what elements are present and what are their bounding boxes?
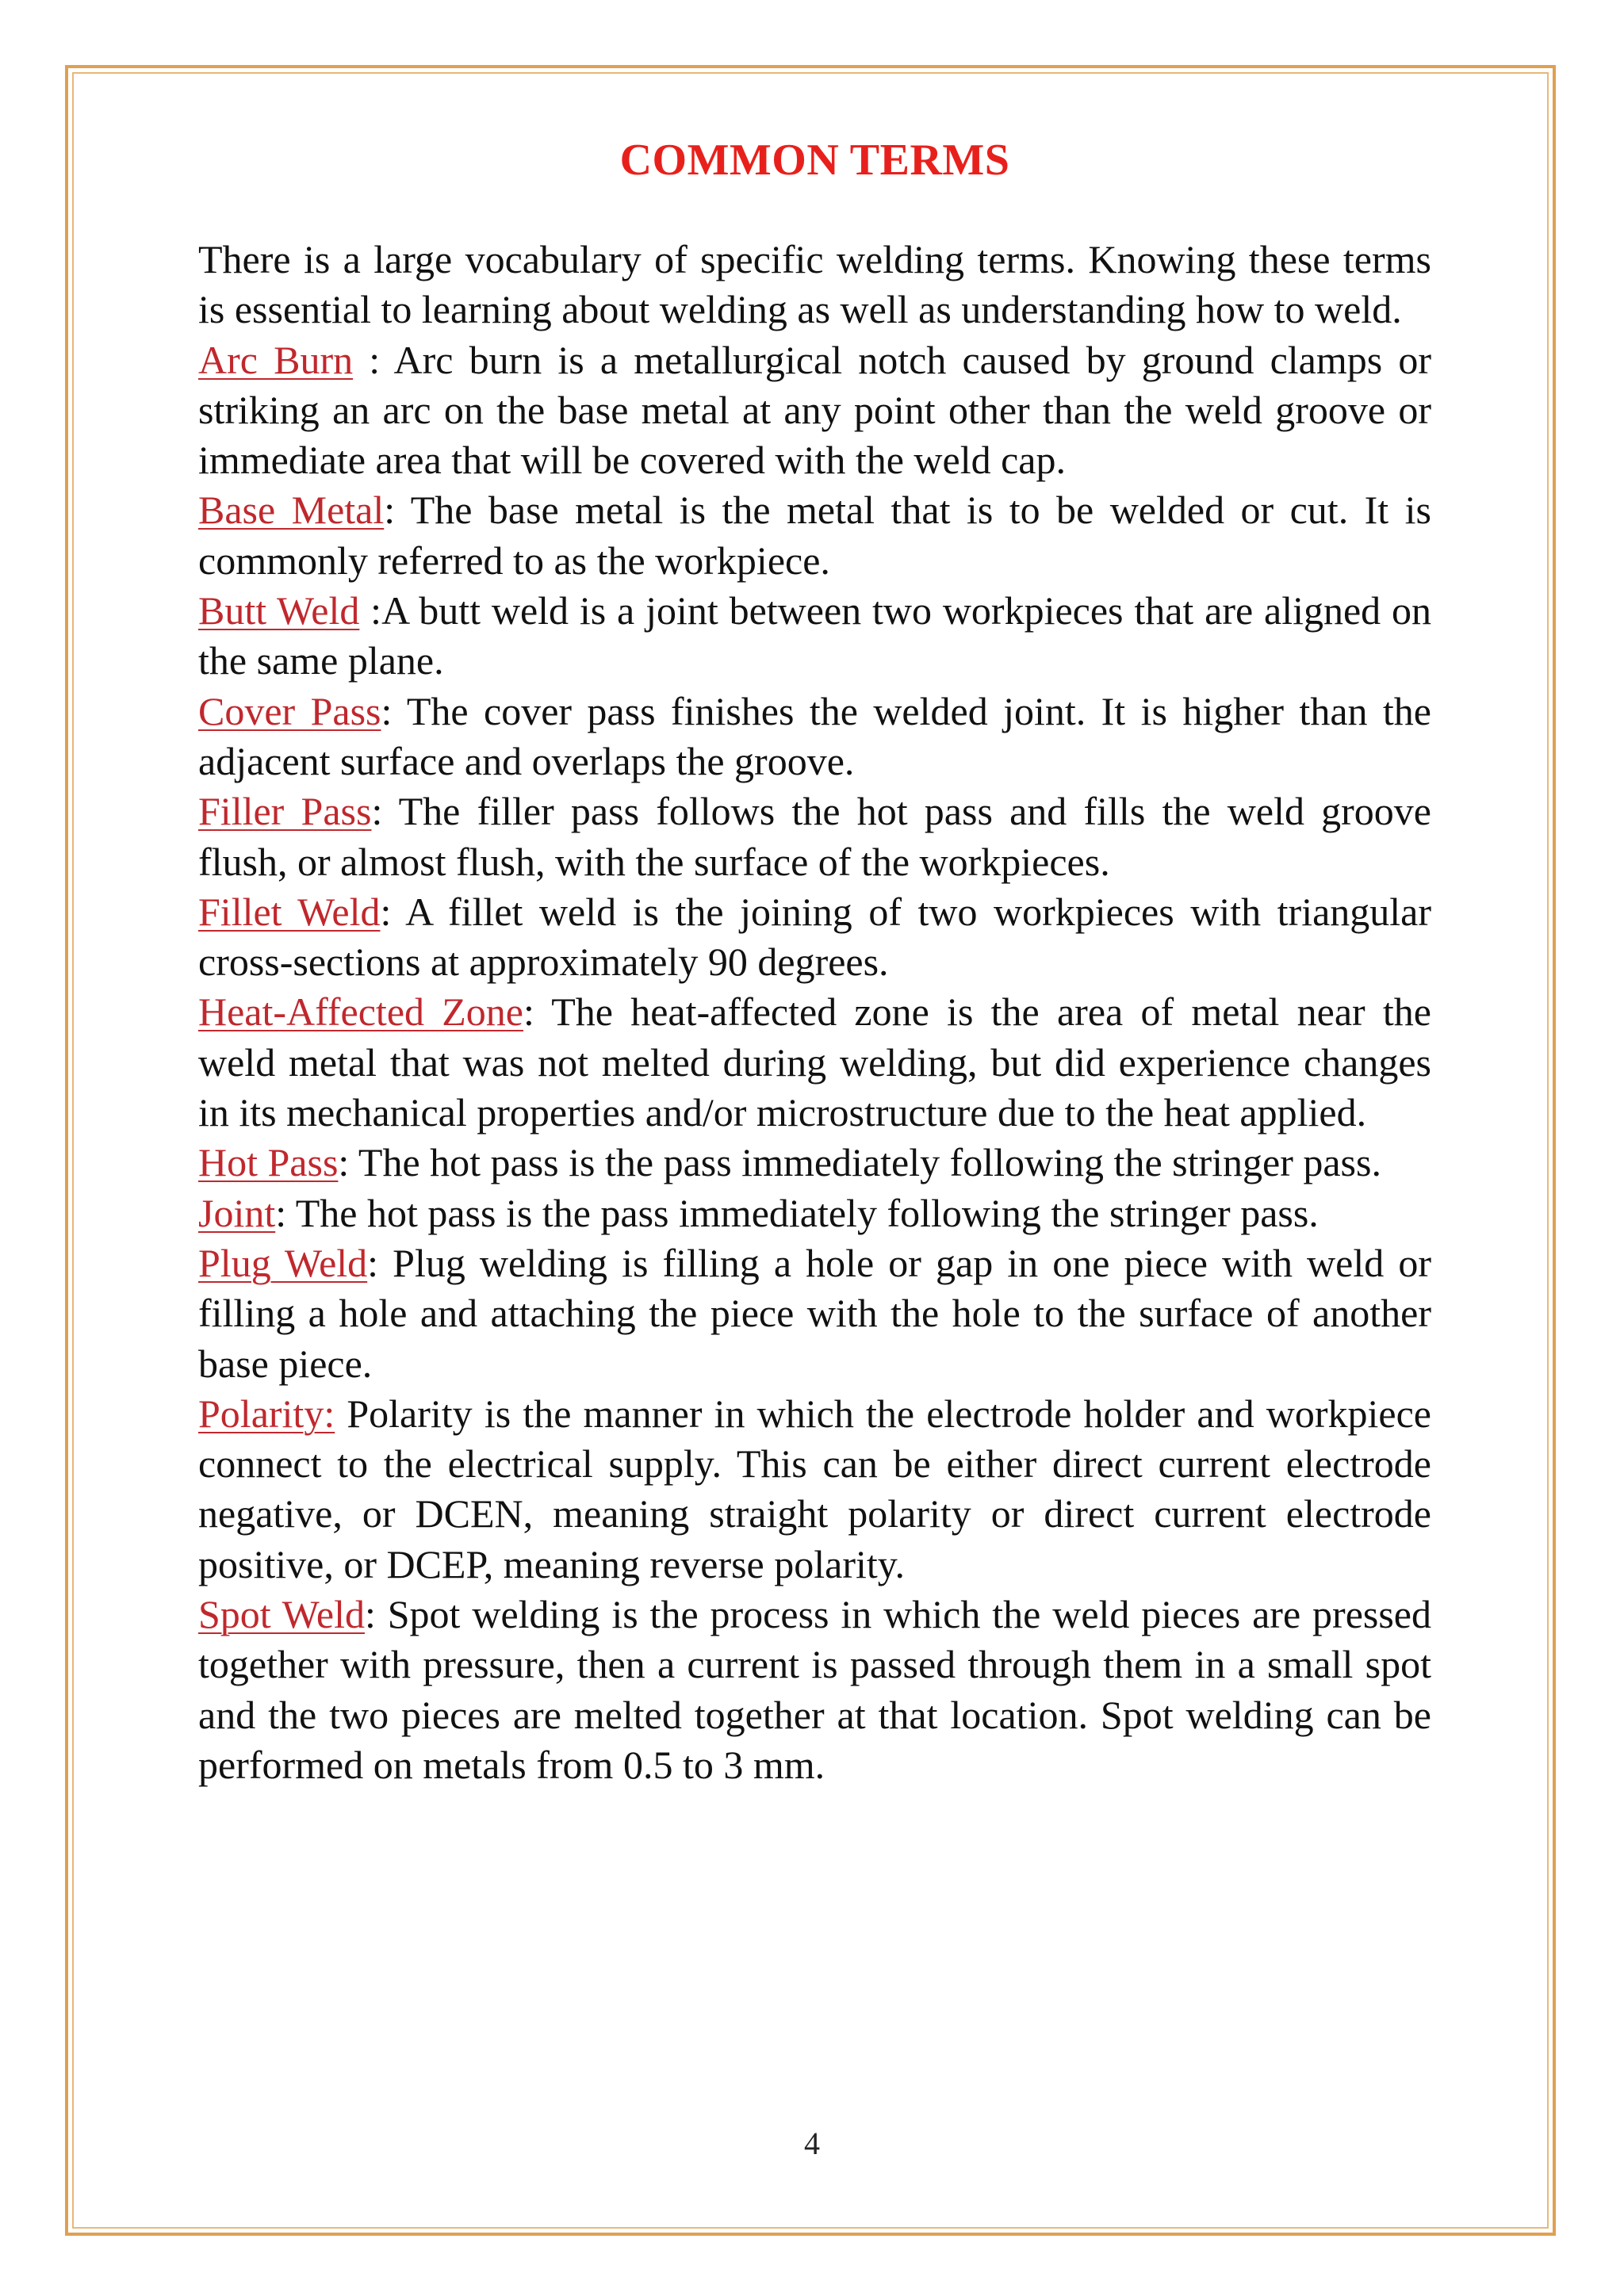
term-polarity: Polarity:	[198, 1391, 335, 1436]
definition-cover-pass: : The cover pass finishes the welded joint. It is higher than the adjacent surface and overlaps the groove.	[198, 688, 1431, 783]
definition-hot-pass: : The hot pass is the pass immediately following the stringer pass.	[338, 1140, 1381, 1185]
term-fillet-weld: Fillet Weld	[198, 889, 381, 934]
glossary-entry-butt-weld	[198, 586, 1431, 687]
term-arc-burn: Arc Burn	[198, 337, 354, 382]
glossary-entry-plug-weld	[198, 1238, 1431, 1389]
definition-base-metal: : The base metal is the metal that is to be welded or cut. It is commonly referred to as the workpiece.	[198, 488, 1431, 583]
term-spot-weld: Spot Weld	[198, 1592, 365, 1637]
term-hot-pass: Hot Pass	[198, 1140, 339, 1185]
definition-arc-burn: : Arc burn is a metallurgical notch caused by ground clamps or striking an arc on the base metal at any point other than the weld groove or immediate area that will be covered with the weld cap.	[198, 337, 1431, 483]
definition-spot-weld: : Spot welding is the process in which the weld pieces are pressed together with pressure, then a current is passed through them in a small spot and the two pieces are melted together at that location. Spot welding can be performed on metals from 0.5 to 3 mm.	[198, 1592, 1431, 1787]
glossary-entry-fillet-weld	[198, 887, 1431, 988]
glossary-entry-heat-affected-zone	[198, 987, 1431, 1138]
term-filler-pass: Filler Pass	[198, 789, 372, 834]
term-butt-weld: Butt Weld	[198, 588, 360, 633]
document-body	[198, 127, 1431, 1790]
definition-butt-weld: :A butt weld is a joint between two workpieces that are aligned on the same plane.	[198, 588, 1431, 683]
definition-joint: : The hot pass is the pass immediately following the stringer pass.	[275, 1190, 1319, 1235]
page-number: 4	[804, 2126, 820, 2161]
definition-polarity: Polarity is the manner in which the electrode holder and workpiece connect to the electrical supply. This can be either direct current electrode negative, or DCEN, meaning straight polarity or direct current electrode positive, or DCEP, meaning reverse polarity.	[198, 1391, 1431, 1586]
definition-filler-pass: : The filler pass follows the hot pass and fills the weld groove flush, or almost flush, with the surface of the workpieces.	[198, 789, 1431, 884]
glossary-list	[198, 335, 1431, 1791]
glossary-entry-spot-weld	[198, 1590, 1431, 1790]
definition-plug-weld: : Plug welding is filling a hole or gap in one piece with weld or filling a hole and attaching the piece with the hole to the surface of another base piece.	[198, 1240, 1431, 1386]
glossary-entry-joint	[198, 1188, 1431, 1238]
definition-heat-affected-zone: : The heat-affected zone is the area of metal near the weld metal that was not melted during welding, but did experience changes in its mechanical properties and/or microstructure due to the heat applied.	[198, 989, 1431, 1135]
glossary-entry-filler-pass	[198, 786, 1431, 887]
intro-paragraph: There is a large vocabulary of specific welding terms. Knowing these terms is essential to learning about welding as well as understanding how to weld.	[198, 237, 1431, 332]
term-joint: Joint	[198, 1190, 276, 1235]
glossary-entry-polarity	[198, 1389, 1431, 1590]
glossary-entry-base-metal	[198, 485, 1431, 586]
term-plug-weld: Plug Weld	[198, 1240, 368, 1285]
term-base-metal: Base Metal	[198, 488, 385, 533]
term-heat-affected-zone: Heat-Affected Zone	[198, 989, 523, 1035]
page-title: COMMON TERMS	[619, 136, 1010, 185]
glossary-entry-hot-pass	[198, 1138, 1431, 1188]
term-cover-pass: Cover Pass	[198, 688, 381, 733]
definition-fillet-weld: : A fillet weld is the joining of two workpieces with triangular cross-sections at approximately 90 degrees.	[198, 889, 1432, 985]
glossary-entry-arc-burn	[198, 335, 1431, 486]
glossary-entry-cover-pass	[198, 687, 1431, 787]
